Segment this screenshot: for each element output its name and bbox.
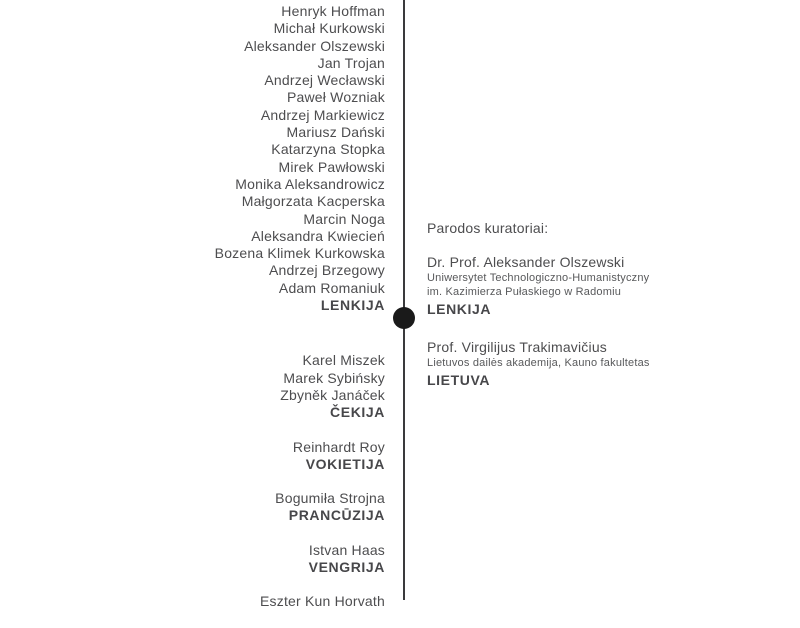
- artist-name: Małgorzata Kacperska: [241, 193, 385, 210]
- artist-name: Karel Miszek: [302, 352, 385, 369]
- curator-entry: [427, 253, 767, 318]
- curator-institutions: [427, 271, 767, 299]
- artist-name: Istvan Haas: [308, 541, 385, 558]
- artist-name: Andrzej Brzegowy: [268, 262, 385, 279]
- artist-country-group: [0, 352, 385, 421]
- artist-name: Katarzyna Stopka: [271, 141, 385, 158]
- artist-name: Adam Romaniuk: [278, 279, 385, 296]
- institution-line: Uniwersytet Technologiczno-Humanistyczny: [427, 272, 650, 284]
- curator-institutions: [427, 356, 767, 370]
- artist-country-group: [0, 3, 385, 314]
- artist-country-group: [0, 490, 385, 525]
- artist-name: Andrzej Markiewicz: [260, 106, 385, 123]
- country-label: PRANCŪZIJA: [288, 507, 385, 524]
- vertical-rule: [403, 0, 405, 600]
- artist-name: Michał Kurkowski: [273, 20, 385, 37]
- artist-name: Bozena Klimek Kurkowska: [214, 245, 385, 262]
- country-label: VOKIETIJA: [305, 455, 385, 472]
- institution-line: Lietuvos dailės akademija, Kauno fakultetas: [427, 357, 650, 369]
- artist-name: Zbyněk Janáček: [280, 386, 385, 403]
- timeline-dot: [393, 307, 415, 329]
- curator-country-label: LIETUVA: [427, 372, 491, 388]
- artist-country-group: [0, 542, 385, 577]
- artist-name: Aleksandra Kwiecień: [251, 227, 385, 244]
- curator-entries: [427, 253, 767, 389]
- artist-name: Paweł Wozniak: [286, 89, 385, 106]
- artist-name: Aleksander Olszewski: [244, 37, 385, 54]
- artist-name: Bogumiła Strojna: [275, 490, 385, 507]
- institution-line: im. Kazimierza Pułaskiego w Radomiu: [427, 286, 622, 298]
- curator-country-label: LENKIJA: [427, 301, 492, 317]
- artist-name: Mariusz Dański: [286, 124, 385, 141]
- curator-name: Dr. Prof. Aleksander Olszewski: [427, 254, 625, 270]
- artist-name: Monika Aleksandrowicz: [235, 175, 385, 192]
- artist-name: Mirek Pawłowski: [278, 158, 385, 175]
- curator-entry: [427, 338, 767, 389]
- artist-country-group: [0, 439, 385, 474]
- country-label: VENGRIJA: [308, 559, 385, 576]
- artist-list: [0, 3, 385, 628]
- artist-name: Andrzej Wecławski: [264, 72, 385, 89]
- artist-name: Eszter Kun Horvath: [260, 593, 385, 610]
- curators-heading: Parodos kuratoriai:: [427, 220, 549, 236]
- artist-name: Marek Sybińsky: [283, 369, 385, 386]
- artist-name: Henryk Hoffman: [281, 3, 385, 19]
- country-label: ČEKIJA: [330, 404, 385, 421]
- artist-name: Reinhardt Roy: [292, 438, 385, 455]
- curator-name: Prof. Virgilijus Trakimavičius: [427, 339, 608, 355]
- artist-name: Jan Trojan: [317, 54, 385, 71]
- country-label: LENKIJA: [320, 297, 385, 314]
- curators-section: [427, 220, 767, 409]
- artist-name: Marcin Noga: [303, 210, 385, 227]
- artist-country-group: [0, 593, 385, 610]
